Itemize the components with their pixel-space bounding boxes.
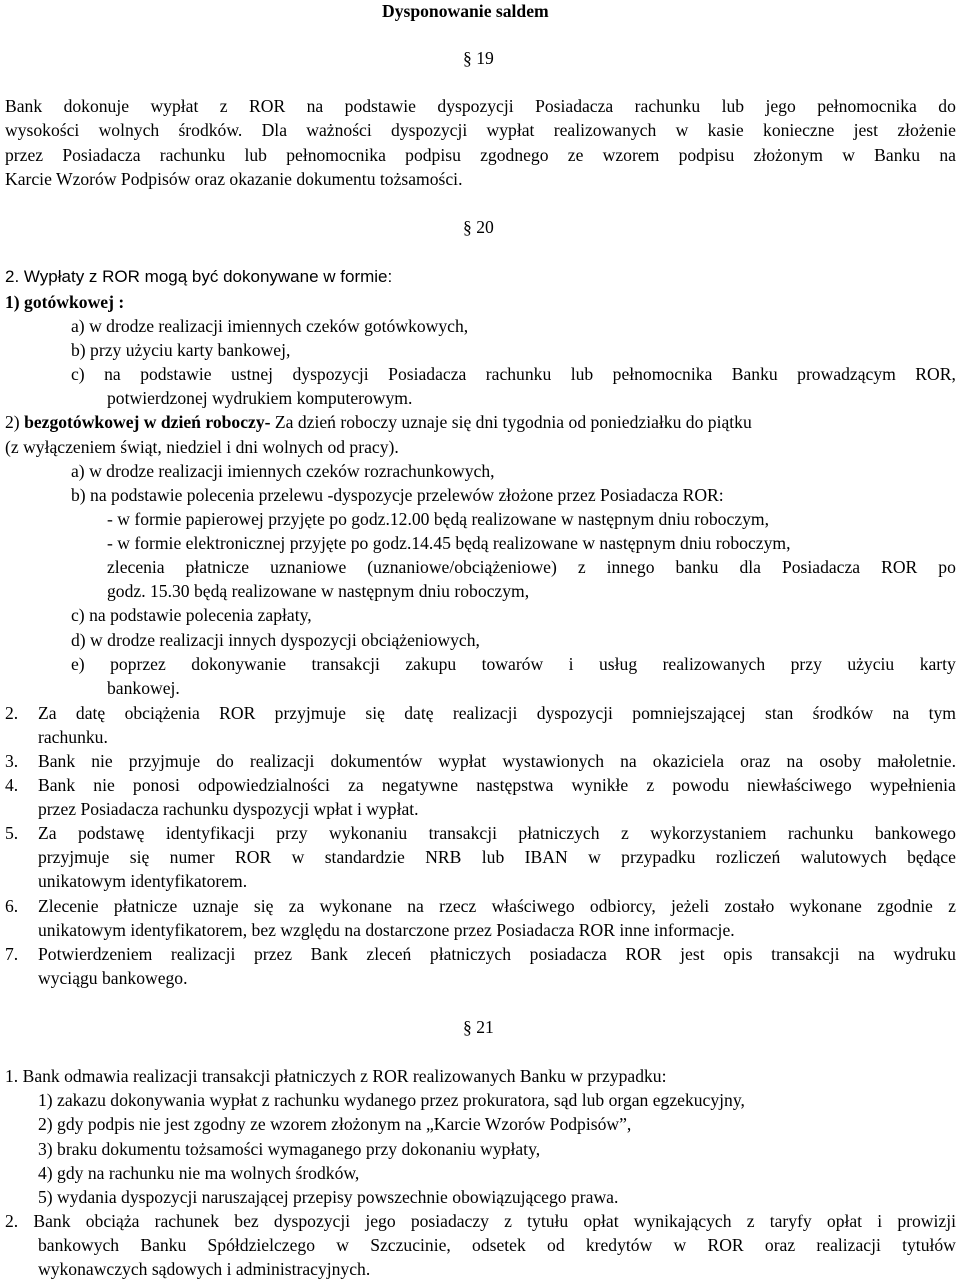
cashless-item-b: b) na podstawie polecenia przelewu -dyspozycje przelewów złożone przez Posiadacza ROR:	[71, 485, 724, 505]
numbered-point-line: Za podstawę identyfikacji przy wykonaniu transakcji płatniczych z wykorzystaniem rachunku bankowego	[38, 823, 956, 843]
section-21-point2-line: wykonawczych sądowych i administracyjnych.	[38, 1259, 371, 1279]
cashless-item-b-paper: - w formie papierowej przyjęte po godz.12.00 będą realizowane w następnym dniu roboczym,	[107, 509, 769, 529]
numbered-point-line: unikatowym identyfikatorem.	[38, 871, 248, 891]
section-21-point2-line: 2. Bank obciąża rachunek bez dyspozycji jego posiadaczy z tytułu opłat wynikających z taryfy opłat i prowizji	[5, 1211, 956, 1231]
cashless-item-b-interbank-cont: godz. 15.30 będą realizowane w następnym dniu roboczym,	[107, 581, 530, 601]
cash-item-c: c) na podstawie ustnej dyspozycji Posiadacza rachunku lub pełnomocnika Banku prowadzącym ROR,	[71, 364, 956, 384]
numbered-point-line: przyjmuje się numer ROR w standardzie NRB lub IBAN w przypadku rozliczeń walutowych będące	[38, 847, 956, 867]
paragraph-19-line: przez Posiadacza rachunku lub pełnomocnika podpisu zgodnego ze wzorem podpisu złożonym w Banku na	[5, 145, 956, 165]
cashless-form-line	[5, 414, 752, 432]
numbered-point-number: 2.	[5, 703, 19, 723]
numbered-point-line: wyciągu bankowego.	[38, 968, 188, 988]
numbered-point-number: 3.	[5, 751, 19, 771]
numbered-point-line: Zlecenie płatnicze uznaje się za wykonane na rzecz właściwego odbiorcy, jeżeli zostało wykonane zgodnie z	[38, 896, 956, 916]
numbered-point-line: Potwierdzeniem realizacji przez Bank zleceń płatniczych posiadacza ROR jest opis transakcji na wydruku	[38, 944, 956, 964]
paragraph-19-line: Karcie Wzorów Podpisów oraz okazanie dokumentu tożsamości.	[5, 169, 463, 189]
section-heading-21: § 21	[463, 1017, 494, 1037]
cashless-item-a: a) w drodze realizacji imiennych czeków rozrachunkowych,	[71, 461, 495, 481]
cashless-form-label: bezgotówkowej w dzień roboczy-	[24, 412, 275, 432]
cashless-item-e: e) poprzez dokonywanie transakcji zakupu towarów i usług realizowanych przy użyciu karty	[71, 654, 956, 674]
cashless-item-b-interbank: zlecenia płatnicze uznaniowe (uznaniowe/obciążeniowe) z innego banku dla Posiadacza ROR po	[107, 557, 956, 577]
numbered-point-number: 4.	[5, 775, 19, 795]
cashless-item-d: d) w drodze realizacji innych dyspozycji obciążeniowych,	[71, 630, 480, 650]
cashless-number: 2)	[5, 412, 25, 432]
refusal-reason-item: 3) braku dokumentu tożsamości wymaganego przy dokonaniu wypłaty,	[38, 1139, 541, 1159]
cash-item-b: b) przy użyciu karty bankowej,	[71, 340, 291, 360]
cashless-item-b-electronic: - w formie elektronicznej przyjęte po godz.14.45 będą realizowane w następnym dniu roboczym,	[107, 533, 791, 553]
section-heading-20: § 20	[463, 217, 494, 237]
numbered-point-number: 7.	[5, 944, 19, 964]
numbered-point-number: 6.	[5, 896, 19, 916]
refusal-reason-item: 5) wydania dyspozycji naruszającej przepisy powszechnie obowiązującego prawa.	[38, 1187, 619, 1207]
paragraph-19-line: wysokości wolnych środków. Dla ważności dyspozycji wypłat realizowanych w kasie konieczne jest złożenie	[5, 120, 956, 140]
numbered-point-line: Bank nie przyjmuje do realizacji dokumentów wypłat wystawionych na okaziciela oraz na osoby małoletnie.	[38, 751, 956, 771]
cashless-definition: Za dzień roboczy uznaje się dni tygodnia od poniedziałku do piątku	[274, 412, 752, 432]
refusal-reason-item: 2) gdy podpis nie jest zgodny ze wzorem złożonym na „Karcie Wzorów Podpisów”,	[38, 1114, 632, 1134]
paragraph-19-line: Bank dokonuje wypłat z ROR na podstawie dyspozycji Posiadacza rachunku lub jego pełnomocnika do	[5, 96, 956, 116]
section-20-intro: 2. Wypłaty z ROR mogą być dokonywane w formie:	[5, 267, 393, 286]
cash-item-a: a) w drodze realizacji imiennych czeków gotówkowych,	[71, 316, 469, 336]
numbered-point-line: unikatowym identyfikatorem, bez względu na dostarczone przez Posiadacza ROR inne informacje.	[38, 920, 735, 940]
cashless-item-e-cont: bankowej.	[107, 678, 180, 698]
numbered-point-number: 5.	[5, 823, 19, 843]
cashless-item-c: c) na podstawie polecenia zapłaty,	[71, 605, 312, 625]
cash-form-label: 1) gotówkowej :	[5, 292, 125, 312]
refusal-reason-item: 4) gdy na rachunku nie ma wolnych środków,	[38, 1163, 360, 1183]
cashless-definition-cont: (z wyłączeniem świąt, niedziel i dni wolnych od pracy).	[5, 437, 399, 457]
cash-item-c-cont: potwierdzonej wydrukiem komputerowym.	[107, 388, 413, 408]
numbered-point-line: Za datę obciążenia ROR przyjmuje się datę realizacji dyspozycji pomniejszającej stan środków na tym	[38, 703, 956, 723]
document-title: Dysponowanie saldem	[382, 1, 549, 21]
section-21-point2-line: bankowych Banku Spółdzielczego w Szczucinie, odsetek od kredytów w ROR oraz realizacji tytułów	[38, 1235, 956, 1255]
section-heading-19: § 19	[463, 48, 494, 68]
refusal-reason-item: 1) zakazu dokonywania wypłat z rachunku wydanego przez prokuratora, sąd lub organ egzekucyjny,	[38, 1090, 745, 1110]
numbered-point-line: Bank nie ponosi odpowiedzialności za negatywne następstwa wynikłe z powodu niewłaściwego wypełnienia	[38, 775, 956, 795]
numbered-point-line: rachunku.	[38, 727, 108, 747]
numbered-point-line: przez Posiadacza rachunku dyspozycji wpłat i wypłat.	[38, 799, 419, 819]
section-21-intro: 1. Bank odmawia realizacji transakcji płatniczych z ROR realizowanych Banku w przypadku:	[5, 1066, 667, 1086]
